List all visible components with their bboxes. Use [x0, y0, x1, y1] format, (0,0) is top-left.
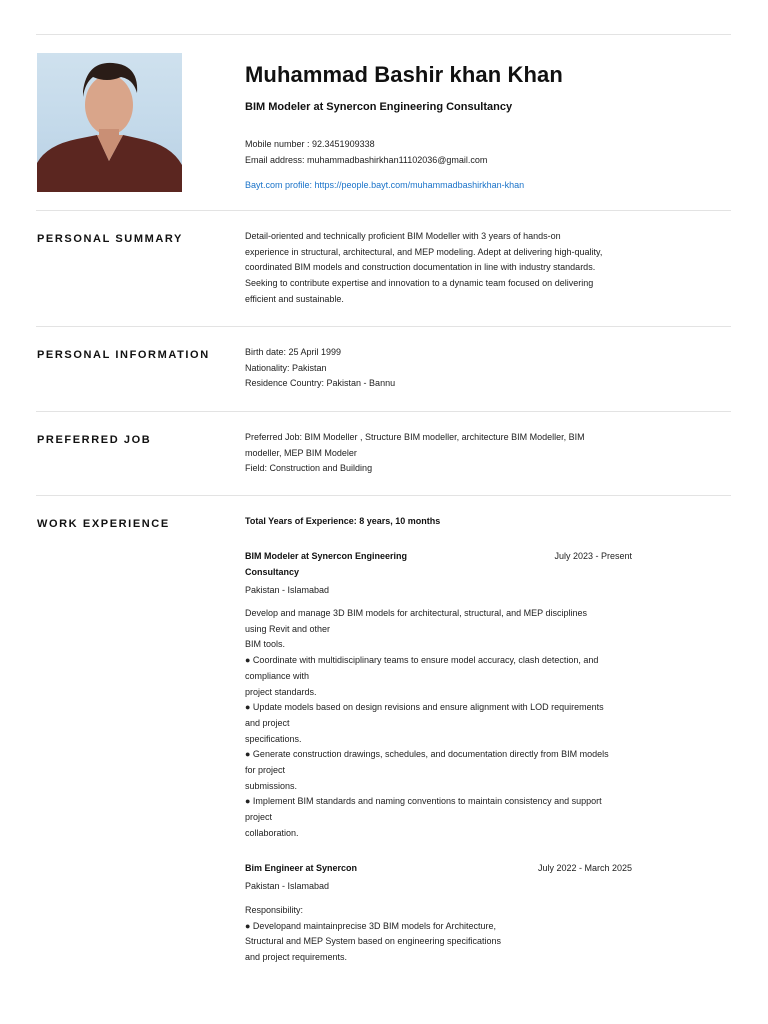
residence-country: Residence Country: Pakistan - Bannu	[245, 378, 396, 389]
summary-line: Seeking to contribute expertise and innovation to a dynamic team focused on delivering	[245, 278, 594, 289]
job-description-line: collaboration.	[245, 827, 299, 838]
total-experience: Total Years of Experience: 8 years, 10 months	[245, 516, 441, 526]
job-description-line: for project	[245, 765, 286, 776]
job-description-line: Structural and MEP System based on engineering specifications	[245, 936, 501, 947]
job-title	[245, 860, 455, 876]
birth-date: Birth date: 25 April 1999	[245, 347, 342, 357]
preferred-job-text	[245, 430, 640, 477]
mobile-number: Mobile number : 92.3451909338	[245, 139, 375, 149]
field-line: Field: Construction and Building	[245, 463, 373, 474]
job-dates: July 2022 - March 2025	[537, 863, 632, 873]
job-title-line: Consultancy	[245, 567, 300, 577]
job-description-line: specifications.	[245, 733, 302, 744]
email-address: Email address: muhammadbashirkhan11102036@gmail.com	[245, 155, 488, 165]
summary-line: coordinated BIM models and construction documentation in line with industry standards.	[245, 262, 596, 273]
summary-line: experience in structural, architectural, and MEP modeling. Adept at delivering high-quality,	[245, 246, 603, 257]
job-description-line: Develop and manage 3D BIM models for architectural, structural, and MEP disciplines	[245, 608, 587, 618]
personal-summary-text	[245, 229, 640, 308]
personal-information-title: PERSONAL INFORMATION	[37, 349, 210, 361]
job-description-line: submissions.	[245, 780, 298, 791]
job-description-line: project	[245, 812, 273, 823]
section-divider	[36, 495, 731, 496]
job-description-line: Responsibility:	[245, 905, 304, 915]
job-title	[245, 548, 455, 580]
job-description-line: using Revit and other	[245, 623, 331, 634]
job-description-line: ● Coordinate with multidisciplinary teams to ensure model accuracy, clash detection, and	[245, 655, 599, 666]
job-description-line: compliance with	[245, 670, 310, 681]
summary-line: Detail-oriented and technically proficient BIM Modeller with 3 years of hands-on	[245, 231, 561, 241]
top-divider	[36, 34, 731, 35]
candidate-headline: BIM Modeler at Synercon Engineering Consultancy	[245, 101, 513, 113]
job-description	[245, 606, 640, 842]
work-experience-title: WORK EXPERIENCE	[37, 518, 170, 530]
job-description-line: and project requirements.	[245, 952, 348, 963]
personal-summary-title: PERSONAL SUMMARY	[37, 233, 183, 245]
job-location: Pakistan - Islamabad	[245, 585, 330, 595]
job-title-line: BIM Modeler at Synercon Engineering	[245, 551, 408, 561]
job-description-line: ● Update models based on design revisions and ensure alignment with LOD requirements	[245, 702, 604, 713]
job-description-line: BIM tools.	[245, 639, 286, 650]
personal-information-text	[245, 345, 640, 392]
section-divider	[36, 411, 731, 412]
section-divider	[36, 326, 731, 327]
job-description-line: and project	[245, 717, 290, 728]
job-description-line: ● Developand maintainprecise 3D BIM models for Architecture,	[245, 920, 497, 931]
job-title-line: Bim Engineer at Synercon	[245, 863, 358, 873]
preferred-job-line: Preferred Job: BIM Modeller , Structure BIM modeller, architecture BIM Modeller, BIM	[245, 432, 585, 442]
nationality: Nationality: Pakistan	[245, 362, 327, 373]
summary-line: efficient and sustainable.	[245, 293, 344, 304]
candidate-name: Muhammad Bashir khan Khan	[245, 62, 563, 87]
job-description-line: project standards.	[245, 686, 317, 697]
job-location: Pakistan - Islamabad	[245, 881, 330, 891]
job-description-line: ● Generate construction drawings, schedules, and documentation directly from BIM models	[245, 749, 609, 760]
preferred-job-line: modeller, MEP BIM Modeler	[245, 447, 357, 458]
preferred-job-title: PREFERRED JOB	[37, 434, 152, 446]
job-description-line: ● Implement BIM standards and naming conventions to maintain consistency and support	[245, 796, 602, 807]
job-dates: July 2023 - Present	[554, 551, 632, 561]
section-divider	[36, 210, 731, 211]
bayt-profile-link[interactable]: Bayt.com profile: https://people.bayt.com/muhammadbashirkhan-khan	[245, 180, 525, 190]
job-description	[245, 903, 640, 966]
profile-photo	[37, 53, 182, 192]
